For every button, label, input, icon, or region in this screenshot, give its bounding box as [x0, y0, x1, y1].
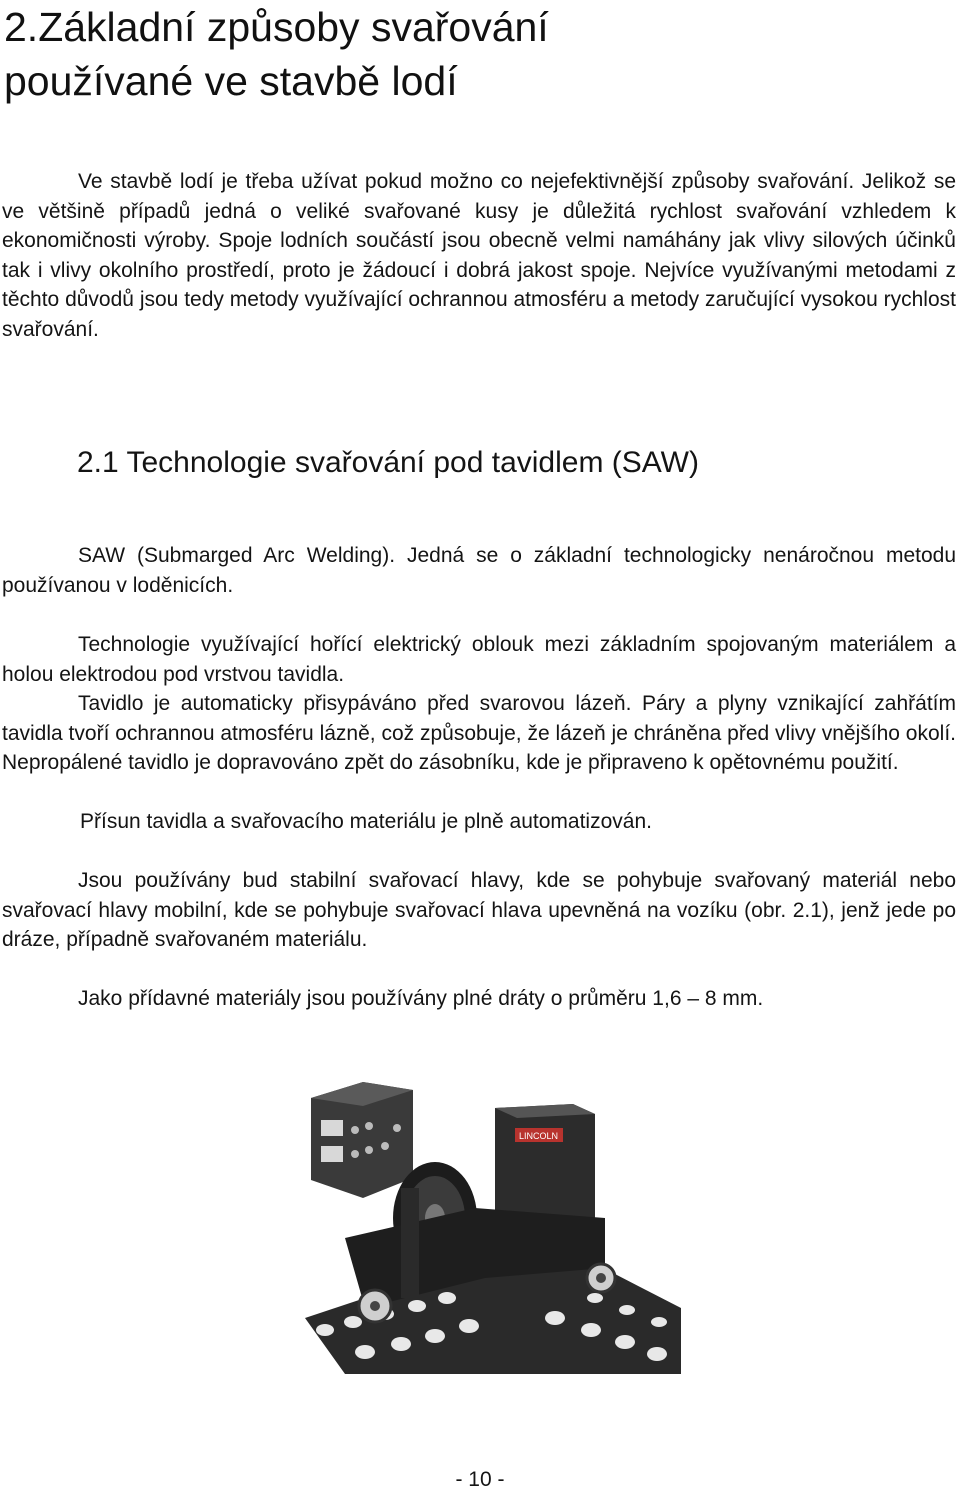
welding-heads-paragraph: Jsou používány bud stabilní svařovací hlavy, kde se pohybuje svařovaný materiál nebo svařovací hlavy mobilní, kde se pohybuje svařovací hlava upevněná na vozíku (obr. 2.1), jenž jede po dráze, případně svařovaném materiálu. [2, 869, 956, 951]
intro-paragraph: Ve stavbě lodí je třeba užívat pokud možno co nejefektivnější způsoby svařování. Jelikož se ve většině případů jedná o veliké svařované kusy je důležitá rychlost svařování vzhledem k ekonomičnosti výroby. Spoje lodních součástí jsou obecně velmi namáhány jak vlivy silových účinků tak i vlivy okolního prostředí, proto je žádoucí i dobrá jakost spoje. Nejvíce využívanými metodami z těchto důvodů jsou tedy metody využívající ochrannou atmosféru a metody zaručující vysokou rychlost svařování. [2, 170, 956, 341]
control-box [311, 1082, 413, 1198]
brand-label: LINCOLN [519, 1131, 559, 1141]
feeder-head [495, 1104, 595, 1224]
automation-paragraph: Přísun tavidla a svařovacího materiálu je plně automatizován. [80, 810, 652, 833]
welding-tractor-photo [305, 1068, 681, 1374]
flux-paragraph: Tavidlo je automaticky přisypáváno před svarovou lázeň. Páry a plyny vznikající zahřátím tavidla tvoří ochrannou atmosféru lázně, což způsobuje, že lázeň je chráněna před vlivy vnějšího okolí. Nepropálené tavidlo je dopravováno zpět do zásobníku, kde je připraveno k opětovnému použití. [2, 692, 956, 774]
saw-intro-paragraph: SAW (Submarged Arc Welding). Jedná se o základní technologicky nenáročnou metodu používanou v loděnicích. [2, 544, 956, 597]
page-number: - 10 - [455, 1468, 505, 1491]
chapter-title-line-2: používané ve stavbě lodí [4, 58, 458, 104]
section-title: 2.1 Technologie svařování pod tavidlem (SAW) [77, 446, 699, 479]
filler-material-paragraph: Jako přídavné materiály jsou používány plné dráty o průměru 1,6 – 8 mm. [78, 987, 764, 1010]
technology-paragraph: Technologie využívající hořící elektrický oblouk mezi základním spojovaným materiálem a holou elektrodou pod vrstvou tavidla. [2, 633, 956, 686]
chapter-title-line-1: 2.Základní způsoby svařování [4, 4, 549, 50]
chapter-title [4, 0, 944, 108]
